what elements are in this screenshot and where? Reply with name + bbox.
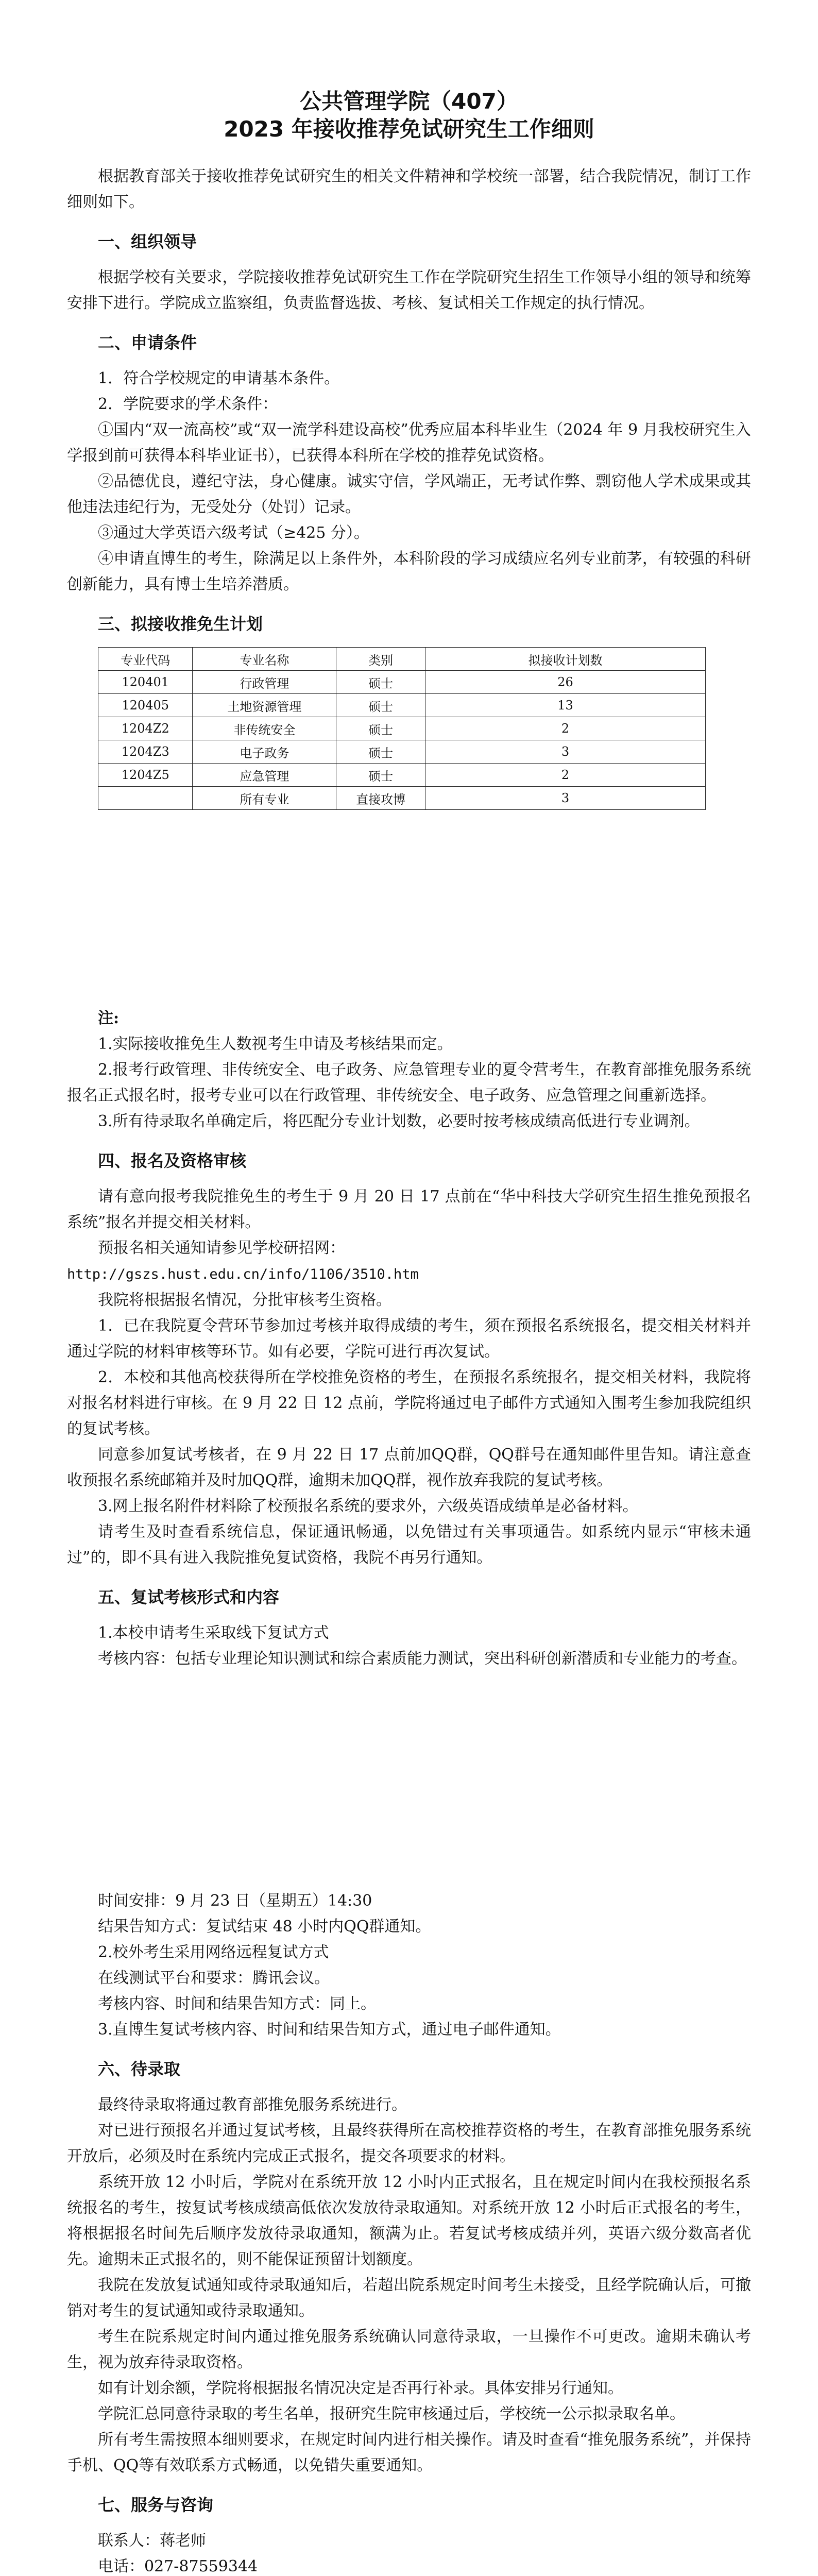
cell-type: 硕士 [336, 694, 425, 717]
table-header-row [98, 648, 706, 671]
cell-name: 电子政务 [193, 740, 336, 764]
section-heading-interview: 五、复试考核形式和内容 [98, 1587, 280, 1607]
cell-type: 硕士 [336, 740, 425, 764]
admission-paragraph-5: 考生在院系规定时间内通过推免服务系统确认同意待录取，一旦操作不可更改。逾期未确认考生，视为放弃待录取资格。 [67, 2328, 751, 2371]
cell-type: 硕士 [336, 671, 425, 694]
admission-plan-table [98, 647, 706, 810]
cell-count: 2 [425, 764, 706, 787]
doc-title-line1: 公共管理学院（407） [300, 89, 518, 114]
registration-paragraph-1: 请有意向报考我院推免生的考生于 9 月 20 日 17 点前在“华中科技大学研究生招生推免预报名系统”报名并提交相关材料。 [67, 1188, 751, 1231]
interview-content-same: 考核内容、时间和结果告知方式：同上。 [98, 1995, 376, 2013]
notes-label: 注: [98, 1009, 120, 1027]
header-major-name: 专业名称 [193, 648, 336, 671]
interview-paragraph-2: 考核内容：包括专业理论知识测试和综合素质能力测试，突出科研创新潜质和专业能力的考查。 [98, 1650, 747, 1668]
section-heading-contact: 七、服务与咨询 [98, 2495, 214, 2515]
interview-result-notice: 结果告知方式：复试结束 48 小时内QQ群通知。 [98, 1918, 431, 1936]
admission-paragraph-1: 最终待录取将通过教育部推免服务系统进行。 [98, 2096, 407, 2114]
interview-paragraph-remote: 2.校外考生采用网络远程复试方式 [98, 1943, 329, 1961]
section-heading-conditions: 二、申请条件 [98, 333, 197, 352]
admission-paragraph-7: 学院汇总同意待录取的考生名单，报研究生院审核通过后，学校统一公示拟录取名单。 [98, 2405, 685, 2423]
cell-name: 行政管理 [193, 671, 336, 694]
table-row [98, 740, 706, 764]
doc-title-line2: 2023 年接收推荐免试研究生工作细则 [224, 116, 594, 142]
document-content [67, 88, 751, 2576]
section-heading-admission: 六、待录取 [98, 2059, 181, 2079]
contact-phone: 电话：027-87559344 [98, 2557, 258, 2575]
interview-paragraph-1: 1.本校申请考生采取线下复试方式 [98, 1624, 329, 1642]
cell-name: 所有专业 [193, 787, 336, 810]
blank-space [67, 1672, 751, 1888]
cell-count: 3 [425, 740, 706, 764]
cell-count: 13 [425, 694, 706, 717]
admission-paragraph-8: 所有考生需按照本细则要求，在规定时间内进行相关操作。请及时查看“推免服务系统”，并保持手机、QQ等有效联系方式畅通，以免错失重要通知。 [67, 2431, 751, 2475]
registration-notice-link[interactable] [67, 1261, 751, 1287]
organization-paragraph: 根据学校有关要求，学院接收推荐免试研究生工作在学院研究生招生工作领导小组的领导和统筹安排下进行。学院成立监察组，负责监督选拔、考核、复试相关工作规定的执行情况。 [67, 268, 751, 312]
cell-code [98, 787, 193, 810]
section-heading-registration: 四、报名及资格审核 [98, 1151, 247, 1171]
header-category: 类别 [336, 648, 425, 671]
registration-paragraph-4: 1．已在我院夏令营环节参加过考核并取得成绩的考生，须在预报名系统报名，提交相关材料并通过学院的材料审核等环节。如有必要，学院可进行再次复试。 [67, 1317, 751, 1361]
cell-count: 2 [425, 717, 706, 740]
academic-condition-1: ①国内“双一流高校”或“双一流学科建设高校”优秀应届本科毕业生（2024 年 9 月我校研究生入学报到前可获得本科毕业证书），已获得本科所在学校的推荐免试资格。 [67, 421, 751, 465]
admission-paragraph-2: 对已进行预报名并通过复试考核，且最终获得所在高校推荐资格的考生，在教育部推免服务系统开放后，必须及时在系统内完成正式报名，提交各项要求的材料。 [67, 2122, 751, 2165]
interview-direct-phd: 3.直博生复试考核内容、时间和结果告知方式，通过电子邮件通知。 [98, 2021, 561, 2039]
registration-paragraph-2: 预报名相关通知请参见学校研招网： [98, 1239, 345, 1257]
interview-time: 时间安排：9 月 23 日（星期五）14:30 [98, 1892, 372, 1910]
condition-item-1: 1．符合学校规定的申请基本条件。 [98, 369, 340, 387]
table-row [98, 717, 706, 740]
academic-condition-4: ④申请直博生的考生，除满足以上条件外，本科阶段的学习成绩应名列专业前茅，有较强的科研创新能力，具有博士生培养潜质。 [67, 550, 751, 594]
registration-paragraph-5: 2．本校和其他高校获得所在学校推免资格的考生，在预报名系统报名，提交相关材料，我院将对报名材料进行审核。在 9 月 22 日 12 点前，学院将通过电子邮件方式通知入围考生参加我院组织的复试考核。 [67, 1368, 751, 1438]
condition-item-2: 2．学院要求的学术条件： [98, 395, 278, 413]
note-3: 3.所有待录取名单确定后，将匹配分专业计划数，必要时按考核成绩高低进行专业调剂。 [98, 1112, 700, 1130]
contact-person: 联系人：蒋老师 [98, 2532, 206, 2550]
registration-paragraph-8: 请考生及时查看系统信息，保证通讯畅通，以免错过有关事项通告。如系统内显示“审核未通过”的，即不具有进入我院推免复试资格，我院不再另行通知。 [67, 1523, 751, 1567]
notice-url[interactable]: http://gszs.hust.edu.cn/info/1106/3510.htm [67, 1266, 419, 1282]
cell-code: 120405 [98, 694, 193, 717]
academic-condition-2: ②品德优良，遵纪守法，身心健康。诚实守信，学风端正，无考试作弊、剽窃他人学术成果或其他违法违纪行为，无受处分（处罚）记录。 [67, 472, 751, 516]
section-heading-plan: 三、拟接收推免生计划 [98, 614, 263, 634]
table-row [98, 764, 706, 787]
cell-code: 1204Z3 [98, 740, 193, 764]
cell-code: 1204Z2 [98, 717, 193, 740]
cell-code: 1204Z5 [98, 764, 193, 787]
admission-paragraph-4: 我院在发放复试通知或待录取通知后，若超出院系规定时间考生未接受，且经学院确认后，可撤销对考生的复试通知或待录取通知。 [67, 2276, 751, 2320]
note-1: 1.实际接收推免生人数视考生申请及考核结果而定。 [98, 1035, 453, 1053]
admission-paragraph-3: 系统开放 12 小时后，学院对在系统开放 12 小时内正式报名，且在规定时间内在我校预报名系统报名的考生，按复试考核成绩高低依次发放待录取通知。对系统开放 12 小时后正式报名的考生，将根据报名时间先后顺序发放待录取通知，额满为止。若复试考核成绩并列，英语六级分数高者优先。逾期未正式报名的，则不能保证预留计划额度。 [67, 2173, 751, 2268]
cell-name: 非传统安全 [193, 717, 336, 740]
cell-count: 3 [425, 787, 706, 810]
note-2: 2.报考行政管理、非传统安全、电子政务、应急管理专业的夏令营考生，在教育部推免服务系统报名正式报名时，报考专业可以在行政管理、非传统安全、电子政务、应急管理之间重新选择。 [67, 1061, 751, 1105]
intro-paragraph: 根据教育部关于接收推荐免试研究生的相关文件精神和学校统一部署，结合我院情况，制订工作细则如下。 [67, 167, 751, 211]
registration-paragraph-3: 我院将根据报名情况，分批审核考生资格。 [98, 1291, 391, 1309]
cell-name: 应急管理 [193, 764, 336, 787]
header-major-code: 专业代码 [98, 648, 193, 671]
interview-platform: 在线测试平台和要求：腾讯会议。 [98, 1969, 330, 1987]
cell-code: 120401 [98, 671, 193, 694]
cell-type: 硕士 [336, 717, 425, 740]
academic-condition-3: ③通过大学英语六级考试（≥425 分）。 [98, 524, 369, 542]
cell-count: 26 [425, 671, 706, 694]
registration-paragraph-6: 同意参加复试考核者，在 9 月 22 日 17 点前加QQ群，QQ群号在通知邮件里告知。请注意查收预报名系统邮箱并及时加QQ群，逾期未加QQ群，视作放弃我院的复试考核。 [67, 1446, 751, 1489]
admission-paragraph-6: 如有计划余额，学院将根据报名情况决定是否再行补录。具体安排另行通知。 [98, 2379, 623, 2397]
table-row [98, 694, 706, 717]
registration-paragraph-7: 3.网上报名附件材料除了校预报名系统的要求外，六级英语成绩单是必备材料。 [98, 1497, 638, 1515]
cell-type: 硕士 [336, 764, 425, 787]
cell-name: 土地资源管理 [193, 694, 336, 717]
table-row [98, 787, 706, 810]
header-planned-count: 拟接收计划数 [425, 648, 706, 671]
cell-type: 直接攻博 [336, 787, 425, 810]
blank-space [67, 810, 751, 1006]
table-row [98, 671, 706, 694]
section-heading-organization: 一、组织领导 [98, 232, 197, 251]
